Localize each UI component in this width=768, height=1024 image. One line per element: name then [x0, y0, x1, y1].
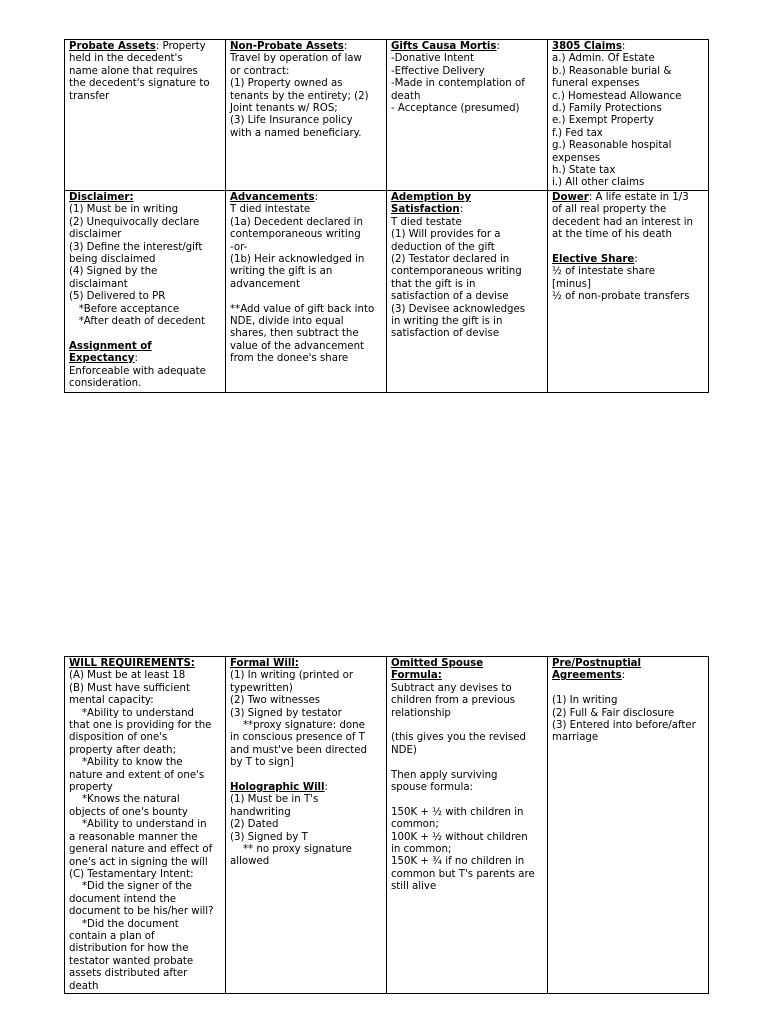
text-line: of all real property the [552, 204, 667, 216]
text-line: children from a previous [391, 695, 516, 707]
text-line: ** no proxy signature [230, 844, 352, 856]
ademption-title-1: Ademption by [391, 191, 472, 203]
omitted-spouse-title-1: Omitted Spouse [391, 658, 484, 669]
text-line: 100K + ½ without children [391, 831, 528, 843]
claims-3805-title: 3805 Claims [552, 41, 622, 52]
text-line: and must've been directed [230, 744, 367, 756]
text-line: common but T's parents are [391, 868, 535, 880]
text-line: c.) Homestead Allowance [552, 90, 682, 102]
text-line [391, 757, 543, 769]
text-line: objects of one's bounty [69, 806, 188, 818]
text-line [391, 720, 543, 732]
text-line: f.) Fed tax [552, 127, 603, 139]
text-line: (3) Define the interest/gift [69, 241, 203, 253]
text-line: with a named beneficiary. [230, 127, 362, 139]
text-line: -Donative Intent [391, 53, 474, 65]
text-line: **proxy signature: done [230, 720, 365, 732]
dower-title: Dower [552, 191, 589, 203]
formal-will-cell [226, 657, 387, 994]
text-line: document intend the [69, 893, 177, 905]
text-line: advancement [230, 278, 300, 290]
text-line: in writing the gift is in [391, 315, 503, 327]
prenuptial-cell [548, 657, 709, 994]
text-line: testator wanted probate [69, 955, 194, 967]
text-line: property after death; [69, 744, 177, 756]
text-line: 150K + ½ with children in [391, 806, 524, 818]
text-line: (1) Must be in writing [69, 204, 179, 216]
text-line: (2) Testator declared in [391, 253, 510, 265]
prenuptial-colon: : [621, 670, 626, 682]
table-row [65, 190, 709, 392]
text-line: (2) Full & Fair disclosure [552, 707, 675, 719]
text-line: being disclaimed [69, 253, 156, 265]
text-line: writing the gift is an [230, 266, 333, 278]
text-line: T died intestate [230, 204, 311, 216]
table-row [65, 40, 709, 191]
claims-3805-cell [548, 40, 709, 191]
assignment-colon: : [134, 353, 138, 365]
text-line: e.) Exempt Property [552, 115, 654, 127]
text-line: *Ability to understand [69, 707, 195, 719]
elective-colon: : [634, 253, 638, 265]
text-line: - Acceptance (presumed) [391, 103, 520, 115]
elective-share-title: Elective Share [552, 253, 635, 265]
text-line: common; [391, 819, 439, 831]
text-line: disclaimant [69, 278, 128, 290]
text-line: (1) In writing (printed or [230, 670, 354, 682]
text-line: *Did the document [69, 918, 179, 930]
text-line: deduction of the gift [391, 241, 495, 253]
text-line: *Did the signer of the [69, 881, 192, 893]
text-line: typewritten) [230, 682, 293, 694]
text-line: death [391, 90, 421, 102]
text-line: relationship [391, 707, 451, 719]
text-line: the decedent's signature to [69, 78, 210, 90]
text-line: b.) Reasonable burial & [552, 65, 672, 77]
assignment-title-1: Assignment of [69, 340, 152, 352]
text-line: (3) Life Insurance policy [230, 115, 353, 127]
text-line: handwriting [230, 806, 291, 818]
text-line: nature and extent of one's [69, 769, 205, 781]
advancements-title: Advancements [230, 191, 315, 203]
text-line: (1b) Heir acknowledged in [230, 253, 365, 265]
gifts-first: : [496, 41, 500, 52]
text-line: *Knows the natural [69, 794, 180, 806]
will-requirements-cell [65, 657, 226, 994]
dower-first: : A life estate in 1/3 [588, 191, 689, 203]
holographic-will-title: Holographic Will [230, 782, 325, 794]
text-line: (2) Dated [230, 819, 279, 831]
text-line: distribution for how the [69, 943, 189, 955]
text-line: spouse formula: [391, 782, 473, 794]
formal-will-title: Formal Will: [230, 658, 299, 669]
text-line: NDE) [391, 744, 417, 756]
text-line: (5) Delivered to PR [69, 291, 166, 303]
text-line: T died testate [391, 216, 462, 228]
text-line: general nature and effect of [69, 844, 213, 856]
gifts-causa-mortis-title: Gifts Causa Mortis [391, 41, 497, 52]
advancements-first: : [314, 191, 319, 203]
probate-assets-cell [65, 40, 226, 191]
text-line: *Ability to know the [69, 757, 183, 769]
probate-assets-first: : Property [155, 41, 206, 52]
non-probate-assets-title: Non-Probate Assets [230, 41, 344, 52]
text-line: a.) Admin. Of Estate [552, 53, 655, 65]
text-line: from the donee's share [230, 353, 349, 365]
text-line: *Before acceptance [69, 303, 180, 315]
text-line: allowed [230, 856, 270, 868]
text-line: contain a plan of [69, 930, 155, 942]
prenuptial-title-2: Agreements [552, 670, 622, 682]
probate-assets-title: Probate Assets [69, 41, 156, 52]
text-line: disposition of one's [69, 732, 168, 744]
text-line: (3) Signed by T [230, 831, 308, 843]
text-line: at the time of his death [552, 229, 673, 241]
text-line: property [69, 782, 113, 794]
advancements-cell [226, 190, 387, 392]
text-line: (3) Entered into before/after [552, 720, 696, 732]
text-line [552, 683, 704, 695]
text-line: still alive [391, 881, 437, 893]
non-probate-first: : [343, 41, 348, 52]
text-line: -Effective Delivery [391, 65, 485, 77]
text-line: value of the advancement [230, 340, 365, 352]
text-line: contemporaneous writing [391, 266, 522, 278]
text-line: that one is providing for the [69, 720, 212, 732]
text-line: mental capacity: [69, 695, 154, 707]
prenuptial-title-1: Pre/Postnuptial [552, 658, 642, 669]
omitted-spouse-title-2: Formula: [391, 670, 442, 682]
text-line: Subtract any devises to [391, 682, 512, 694]
ademption-cell [387, 190, 548, 392]
text-line: (this gives you the revised [391, 732, 526, 744]
text-line: i.) All other claims [552, 177, 645, 189]
text-line: [minus] [552, 278, 591, 290]
text-line: (2) Unequivocally declare [69, 216, 200, 228]
holographic-colon: : [324, 782, 328, 794]
text-line: that the gift is in [391, 278, 476, 290]
text-line: (1) Property owned as [230, 78, 343, 90]
text-line: funeral expenses [552, 78, 640, 90]
text-line: held in the decedent's [69, 53, 183, 65]
disclaimer-title: Disclaimer: [69, 191, 134, 203]
text-line: in conscious presence of T [230, 732, 365, 744]
will-requirements-title: WILL REQUIREMENTS: [69, 658, 195, 669]
text-line: *After death of decedent [69, 315, 206, 327]
text-line: Travel by operation of law [230, 53, 362, 65]
ademption-title-2: Satisfaction [391, 204, 460, 216]
text-line: satisfaction of devise [391, 328, 500, 340]
text-line: (B) Must have sufficient [69, 682, 190, 694]
text-line: or contract: [230, 65, 290, 77]
assignment-title-2: Expectancy [69, 353, 135, 365]
asset-rules-table [64, 39, 709, 393]
text-line: disclaimer [69, 229, 122, 241]
non-probate-assets-cell [226, 40, 387, 191]
will-rules-table [64, 656, 709, 994]
text-line: satisfaction of a devise [391, 291, 509, 303]
text-line [391, 794, 543, 806]
text-line: (3) Signed by testator [230, 707, 342, 719]
text-line: (C) Testamentary Intent: [69, 868, 194, 880]
text-line: expenses [552, 152, 601, 164]
text-line: consideration. [69, 377, 142, 389]
text-line: name alone that requires [69, 65, 198, 77]
text-line: (1) Will provides for a [391, 229, 501, 241]
text-line: h.) State tax [552, 165, 616, 177]
text-line: ½ of intestate share [552, 266, 656, 278]
text-line: (3) Devisee acknowledges [391, 303, 526, 315]
text-line: shares, then subtract the [230, 328, 359, 340]
text-line: (A) Must be at least 18 [69, 670, 186, 682]
gifts-causa-mortis-cell [387, 40, 548, 191]
text-line: (4) Signed by the [69, 266, 158, 278]
text-line: assets distributed after [69, 968, 188, 980]
text-line: d.) Family Protections [552, 103, 662, 115]
text-line: transfer [69, 90, 110, 102]
text-line: by T to sign] [230, 757, 294, 769]
text-line: g.) Reasonable hospital [552, 140, 672, 152]
text-line: -or- [230, 241, 248, 253]
text-line: marriage [552, 732, 599, 744]
text-line: one's act in signing the will [69, 856, 208, 868]
text-line: -Made in contemplation of [391, 78, 525, 90]
text-line: Enforceable with adequate [69, 365, 206, 377]
disclaimer-cell [65, 190, 226, 392]
ademption-colon: : [459, 204, 464, 216]
omitted-spouse-cell [387, 657, 548, 994]
text-line: (1) Must be in T's [230, 794, 319, 806]
text-line: (2) Two witnesses [230, 695, 321, 707]
text-line: death [69, 980, 99, 992]
text-line: in common; [391, 844, 452, 856]
claims-first: : [621, 41, 626, 52]
text-line: NDE, divide into equal [230, 315, 344, 327]
dower-cell [548, 190, 709, 392]
table-row [65, 657, 709, 994]
text-line: (1a) Decedent declared in [230, 216, 363, 228]
text-line: *Ability to understand in [69, 819, 207, 831]
text-line: a reasonable manner the [69, 831, 198, 843]
text-line: decedent had an interest in [552, 216, 693, 228]
text-line: contemporaneous writing [230, 229, 361, 241]
text-line: Then apply surviving [391, 769, 498, 781]
text-line: document to be his/her will? [69, 906, 214, 918]
text-line: tenants by the entirety; (2) [230, 90, 369, 102]
text-line: **Add value of gift back into [230, 303, 375, 315]
text-line: (1) In writing [552, 695, 618, 707]
text-line: 150K + ¾ if no children in [391, 856, 525, 868]
text-line: ½ of non-probate transfers [552, 291, 690, 303]
text-line: Joint tenants w/ ROS; [230, 103, 338, 115]
